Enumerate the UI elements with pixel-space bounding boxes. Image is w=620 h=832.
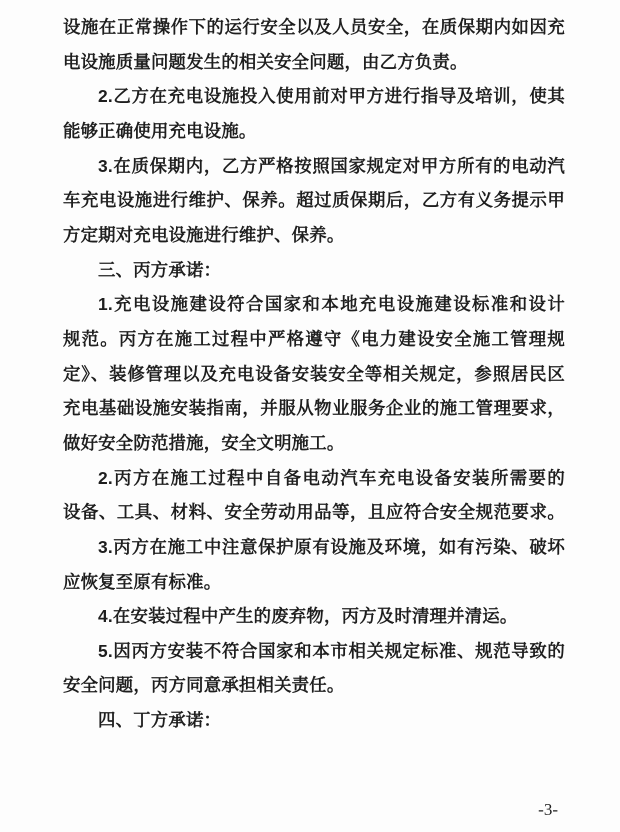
page-number: -3- — [538, 800, 558, 819]
text-line: 1.充电设施建设符合国家和本地充电设施建设标准和设计 — [98, 294, 565, 315]
text-line: 设备、工具、材料、安全劳动用品等，且应符合安全规范要求。 — [63, 502, 565, 523]
text-line: 应恢复至原有标准。 — [63, 571, 222, 592]
text-line: 电设施质量问题发生的相关安全问题，由乙方负责。 — [63, 51, 468, 72]
text-line: 5.因丙方安装不符合国家和本市相关规定标准、规范导致的 — [98, 640, 565, 661]
text-line: 3.丙方在施工中注意保护原有设施及环境，如有污染、破坏 — [98, 536, 565, 557]
text-line: 做好安全防范措施，安全文明施工。 — [63, 432, 345, 453]
text-line: 安全问题，丙方同意承担相关责任。 — [63, 675, 345, 696]
text-line: 定》、装修管理以及充电设备安装安全等相关规定，参照居民区 — [63, 363, 565, 384]
text-line: 四、丁方承诺： — [98, 710, 222, 731]
text-line: 三、丙方承诺： — [98, 259, 222, 280]
text-line: 设施在正常操作下的运行安全以及人员安全，在质保期内如因充 — [63, 17, 565, 37]
text-line: 能够正确使用充电设施。 — [63, 120, 257, 141]
text-line: 4.在安装过程中产生的废弃物，丙方及时清理并清运。 — [98, 606, 518, 627]
text-line: 车充电设施进行维护、保养。超过质保期后，乙方有义务提示甲 — [63, 190, 565, 211]
text-line: 方定期对充电设施进行维护、保养。 — [63, 224, 345, 245]
text-line: 充电基础设施安装指南，并服从物业服务企业的施工管理要求， — [63, 398, 565, 419]
contract-text — [63, 10, 565, 738]
text-line: 2.乙方在充电设施投入使用前对甲方进行指导及培训，使其 — [98, 86, 565, 107]
text-line: 3.在质保期内，乙方严格按照国家规定对甲方所有的电动汽 — [98, 155, 565, 176]
text-line: 规范。丙方在施工过程中严格遵守《电力建设安全施工管理规 — [63, 328, 565, 349]
text-line: 2.丙方在施工过程中自备电动汽车充电设备安装所需要的 — [98, 467, 565, 488]
